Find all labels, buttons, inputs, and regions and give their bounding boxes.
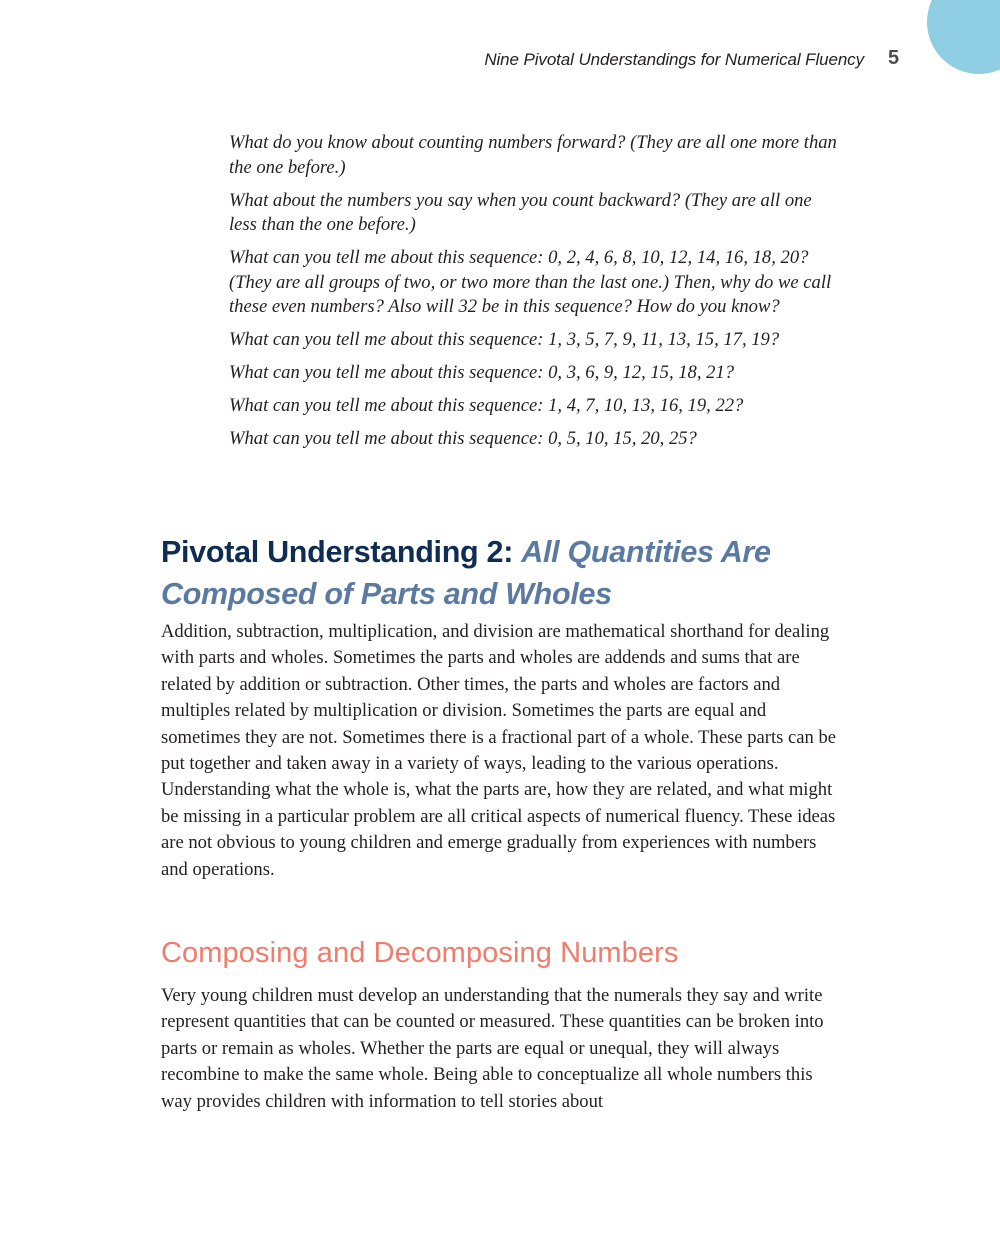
question-item: What can you tell me about this sequence: 0, 3, 6, 9, 12, 15, 18, 21? <box>229 362 735 383</box>
question-item: What do you know about counting numbers forward? (They are all one more than the one before.) <box>229 132 837 178</box>
page-number: 5 <box>888 47 900 69</box>
question-list <box>229 131 844 460</box>
section-paragraph: Addition, subtraction, multiplication, and division are mathematical shorthand for dealing with parts and wholes. Sometimes the parts and wholes are addends and sums that are related by addition or subtraction. Other times, the parts and wholes are factors and multiples related by multiplication or division. Sometimes the parts are equal and sometimes they are not. Sometimes there is a fractional part of a whole. These parts can be put together and taken away in a variety of ways, leading to the various operations. Understanding what the whole is, what the parts are, how they are related, and what might be missing in a particular problem are all critical aspects of numerical fluency. These ideas are not obvious to young children and emerge gradually from experiences with numbers and operations. <box>161 621 837 880</box>
subsection-paragraph: Very young children must develop an understanding that the numerals they say and write represent quantities that can be counted or measured. These quantities can be broken into parts or remain as wholes. Whether the parts are equal or unequal, they will always recombine to make the same whole. Being able to conceptualize all whole numbers this way provides children with information to tell stories about <box>161 985 824 1112</box>
section-heading-subtitle: All Quantities Are Composed of Parts and Wholes <box>161 535 771 611</box>
question-item: What can you tell me about this sequence: 1, 4, 7, 10, 13, 16, 19, 22? <box>229 395 744 416</box>
question-item: What can you tell me about this sequence: 0, 5, 10, 15, 20, 25? <box>229 428 697 449</box>
question-item: What can you tell me about this sequence: 1, 3, 5, 7, 9, 11, 13, 15, 17, 19? <box>229 329 780 350</box>
question-item: What about the numbers you say when you count backward? (They are all one less than the one before.) <box>229 189 812 235</box>
running-head: Nine Pivotal Understandings for Numerical Fluency <box>484 50 864 69</box>
section-heading-lead: Pivotal Understanding 2: <box>161 535 514 569</box>
corner-decoration-circle <box>927 0 1000 74</box>
section-heading <box>161 531 861 615</box>
subsection-heading: Composing and Decomposing Numbers <box>161 937 679 969</box>
question-item: What can you tell me about this sequence: 0, 2, 4, 6, 8, 10, 12, 14, 16, 18, 20? (They are all groups of two, or two more than the last one.) Then, why do we call these even numbers? Also will 32 be in this sequence? How do you know? <box>229 247 832 317</box>
